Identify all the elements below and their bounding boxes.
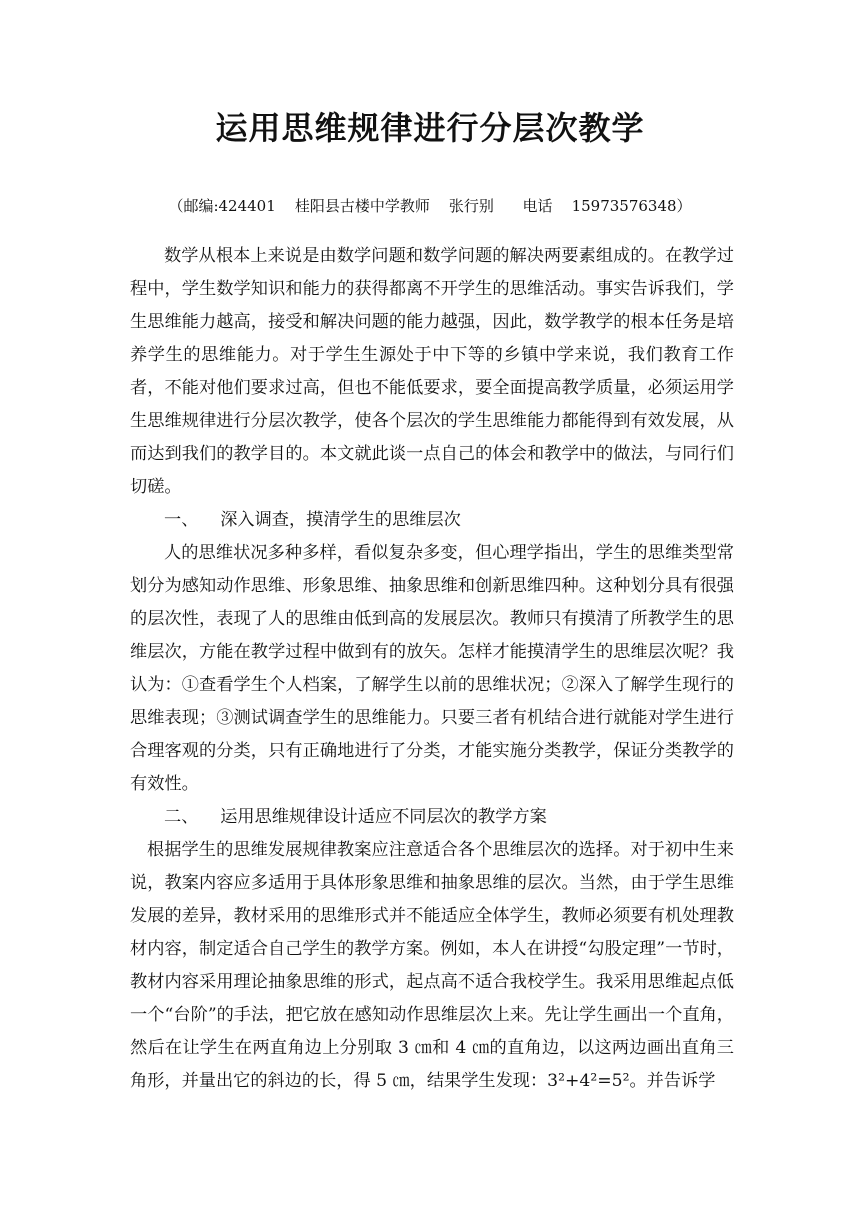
document-title: 运用思维规律进行分层次教学 <box>215 109 645 147</box>
section-heading-2: 二、 运用思维规律设计适应不同层次的教学方案 <box>164 807 547 827</box>
section-heading-1: 一、 深入调查，摸清学生的思维层次 <box>164 510 461 530</box>
paragraph-section-2: 根据学生的思维发展规律教案应注意适合各个思维层次的选择。对于初中生来说，教案内容应多适用于具体形象思维和抽象思维的层次。当然，由于学生思维发展的差异，教材采用的思维形式并不能适应全体学生，教师必须要有机处理教材内容，制定适合自己学生的教学方案。例如，本人在讲授“勾股定理”一节时，教材内容采用理论抽象思维的形式，起点高不适合我校学生。我采用思维起点低一个“台阶”的手法，把它放在感知动作思维层次上来。先让学生画出一个直角，然后在让学生在两直角边上分别取 3 ㎝和 4 ㎝的直角边，以这两边画出直角三角形，并量出它的斜边的长，得 5 ㎝，结果学生发现：3²+4²=5²。并告诉学 <box>130 840 734 1091</box>
document-body <box>130 240 734 1098</box>
author-byline: （邮编:424401 桂阳县古楼中学教师 张行别 电话 15973576348） <box>168 197 692 215</box>
paragraph-section-1: 人的思维状况多种多样，看似复杂多变，但心理学指出，学生的思维类型常划分为感知动作思维、形象思维、抽象思维和创新思维四种。这种划分具有很强的层次性，表现了人的思维由低到高的发展层次。教师只有摸清了所教学生的思维层次，方能在教学过程中做到有的放矢。怎样才能摸清学生的思维层次呢？我认为：①查看学生个人档案，了解学生以前的思维状况；②深入了解学生现行的思维表现；③测试调查学生的思维能力。只要三者有机结合进行就能对学生进行合理客观的分类，只有正确地进行了分类，才能实施分类教学，保证分类教学的有效性。 <box>130 543 734 794</box>
paragraph-intro: 数学从根本上来说是由数学问题和数学问题的解决两要素组成的。在教学过程中，学生数学知识和能力的获得都离不开学生的思维活动。事实告诉我们，学生思维能力越高，接受和解决问题的能力越强，因此，数学教学的根本任务是培养学生的思维能力。对于学生生源处于中下等的乡镇中学来说，我们教育工作者，不能对他们要求过高，但也不能低要求，要全面提高教学质量，必须运用学生思维规律进行分层次教学，使各个层次的学生思维能力都能得到有效发展，从而达到我们的教学目的。本文就此谈一点自己的体会和教学中的做法，与同行们切磋。 <box>130 246 734 497</box>
